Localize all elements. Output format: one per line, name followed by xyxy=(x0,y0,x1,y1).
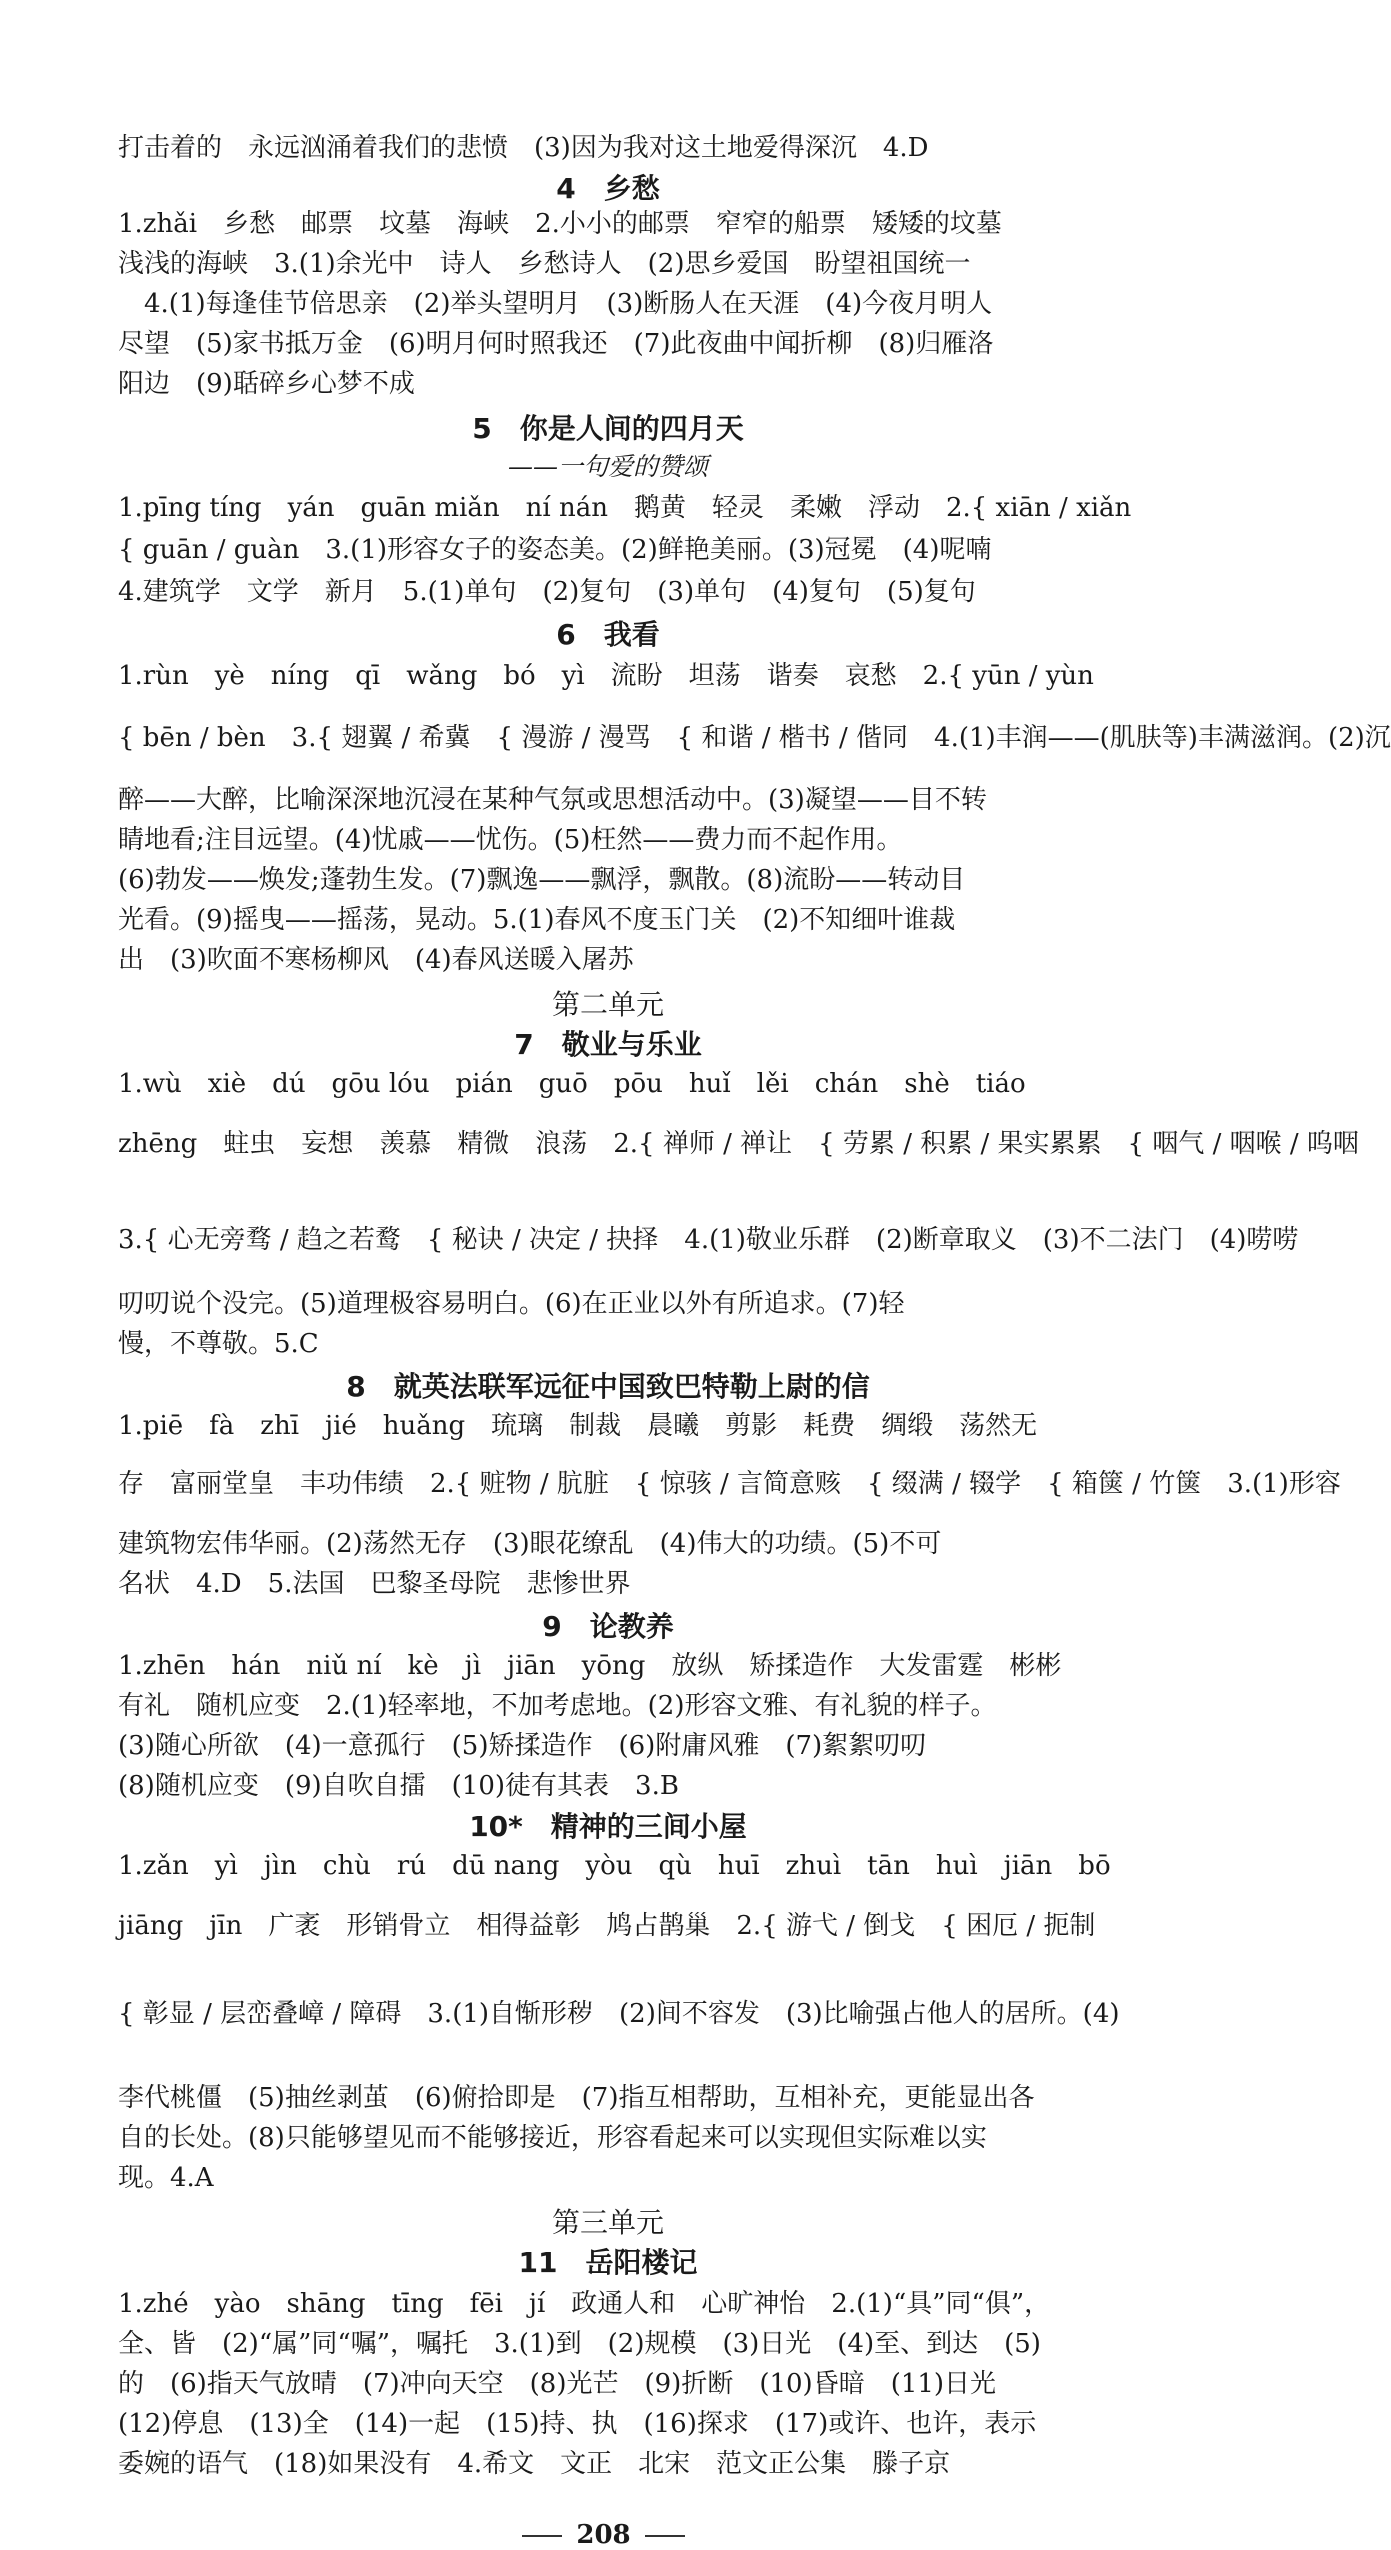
text-line: 李代桃僵 (5)抽丝剥茧 (6)俯拾即是 (7)指互相帮助，互相补充，更能显出各 xyxy=(118,2083,1035,2113)
lesson-title: 9 论教养 xyxy=(542,1610,674,1643)
text-line: 名状 4.D 5.法国 巴黎圣母院 悲惨世界 xyxy=(118,1569,631,1599)
text-line: 全、皆 (2)“属”同“嘱”，嘱托 3.(1)到 (2)规模 (3)日光 (4)至、到达 (5) xyxy=(118,2329,1041,2359)
lesson-title: 7 敬业与乐业 xyxy=(514,1028,702,1061)
text-line: (3)随心所欲 (4)一意孤行 (5)矫揉造作 (6)附庸风雅 (7)絮絮叨叨 xyxy=(118,1731,927,1761)
lesson-title: 4 乡愁 xyxy=(556,172,660,205)
text-line: { bēn / bèn 3.{ 翅翼 / 希冀 { 漫游 / 漫骂 { 和谐 / 楷书 / 偕同 4.(1)丰润——(肌肤等)丰满滋润。(2)沉 xyxy=(118,723,1391,753)
text-line: 3.{ 心无旁骛 / 趋之若鹜 { 秘诀 / 决定 / 抉择 4.(1)敬业乐群 (2)断章取义 (3)不二法门 (4)唠唠 xyxy=(118,1225,1299,1255)
unit-heading: 第三单元 xyxy=(551,2206,664,2239)
text-line: (8)随机应变 (9)自吹自擂 (10)徒有其表 3.B xyxy=(118,1771,679,1801)
text-line: 有礼 随机应变 2.(1)轻率地，不加考虑地。(2)形容文雅、有礼貌的样子。 xyxy=(118,1691,997,1721)
text-line: 醉——大醉，比喻深深地沉浸在某种气氛或思想活动中。(3)凝望——目不转 xyxy=(118,785,987,815)
text-line: 1.rùn yè níng qī wǎng bó yì 流盼 坦荡 谐奏 哀愁 2.{ yūn / yùn xyxy=(118,661,1094,691)
text-line: 出 (3)吹面不寒杨柳风 (4)春风送暖入屠苏 xyxy=(118,945,634,975)
text-line: 1.zhēn hán niǔ ní kè jì jiān yōng 放纵 矫揉造作 大发雷霆 彬彬 xyxy=(118,1651,1062,1681)
page-number-text: 208 xyxy=(576,2520,631,2550)
text-line: 浅浅的海峡 3.(1)余光中 诗人 乡愁诗人 (2)思乡爱国 盼望祖国统一 xyxy=(118,249,971,279)
text-line: 尽望 (5)家书抵万金 (6)明月何时照我还 (7)此夜曲中闻折柳 (8)归雁洛 xyxy=(118,329,994,359)
text-line: 1.zǎn yì jìn chù rú dū nang yòu qù huī zhuì tān huì jiān bō xyxy=(118,1851,1111,1881)
text-line: jiāng jīn 广袤 形销骨立 相得益彰 鸠占鹊巢 2.{ 游弋 / 倒戈 { 困厄 / 扼制 xyxy=(118,1911,1096,1941)
unit-heading: 第二单元 xyxy=(551,988,664,1021)
text-line: { guān / guàn 3.(1)形容女子的姿态美。(2)鲜艳美丽。(3)冠冕 (4)呢喃 xyxy=(118,535,992,565)
text-line: 4.建筑学 文学 新月 5.(1)单句 (2)复句 (3)单句 (4)复句 (5)复句 xyxy=(118,577,976,607)
lesson-title: 8 就英法联军远征中国致巴特勒上尉的信 xyxy=(346,1370,870,1403)
text-line: 委婉的语气 (18)如果没有 4.希文 文正 北宋 范文正公集 滕子京 xyxy=(118,2449,951,2479)
lesson-title: 11 岳阳楼记 xyxy=(518,2246,698,2279)
text-line: 的 (6)指天气放晴 (7)冲向天空 (8)光芒 (9)折断 (10)昏暗 (11)日光 xyxy=(118,2369,997,2399)
lesson-title: 5 你是人间的四月天 xyxy=(472,412,744,445)
lesson-title: 6 我看 xyxy=(556,618,660,651)
text-line: 4.(1)每逢佳节倍思亲 (2)举头望明月 (3)断肠人在天涯 (4)今夜月明人 xyxy=(118,289,993,319)
lesson-subtitle: ——一句爱的赞颂 xyxy=(507,452,708,481)
text-line: 存 富丽堂皇 丰功伟绩 2.{ 赃物 / 肮脏 { 惊骇 / 言简意赅 { 缀满 / 辍学 { 箱箧 / 竹箧 3.(1)形容 xyxy=(118,1469,1341,1499)
text-line: 光看。(9)摇曳——摇荡，晃动。5.(1)春风不度玉门关 (2)不知细叶谁裁 xyxy=(118,905,956,935)
text-line: 1.wù xiè dú gōu lóu pián guō pōu huǐ lěi chán shè tiáo xyxy=(118,1069,1026,1099)
text-line: 1.zhé yào shāng tīng fēi jí 政通人和 心旷神怡 2.(1)“具”同“俱”， xyxy=(118,2289,1051,2319)
text-line: 阳边 (9)聒碎乡心梦不成 xyxy=(118,369,415,399)
text-line: 1.piē fà zhī jié huǎng 琉璃 制裁 晨曦 剪影 耗费 绸缎 荡然无 xyxy=(118,1411,1038,1441)
text-line: 现。4.A xyxy=(118,2163,214,2193)
text-line: 建筑物宏伟华丽。(2)荡然无存 (3)眼花缭乱 (4)伟大的功绩。(5)不可 xyxy=(118,1529,942,1559)
text-line: 1.zhǎi 乡愁 邮票 坟墓 海峡 2.小小的邮票 窄窄的船票 矮矮的坟墓 xyxy=(118,209,1002,239)
lesson-title: 10* 精神的三间小屋 xyxy=(469,1810,747,1843)
text-line: 1.pīng tíng yán guān miǎn ní nán 鹅黄 轻灵 柔嫩 浮动 2.{ xiān / xiǎn xyxy=(118,493,1132,523)
text-line: (6)勃发——焕发;蓬勃生发。(7)飘逸——飘浮，飘散。(8)流盼——转动目 xyxy=(118,865,966,895)
text-line: { 彰显 / 层峦叠嶂 / 障碍 3.(1)自惭形秽 (2)间不容发 (3)比喻强占他人的居所。(4) xyxy=(118,1999,1120,2029)
text-line: 慢，不尊敬。5.C xyxy=(118,1329,319,1359)
page-number xyxy=(0,2520,1207,2550)
text-line: 叨叨说个没完。(5)道理极容易明白。(6)在正业以外有所追求。(7)轻 xyxy=(118,1289,905,1319)
text-line: 自的长处。(8)只能够望见而不能够接近，形容看起来可以实现但实际难以实 xyxy=(118,2123,987,2153)
text-line: 打击着的 永远汹涌着我们的悲愤 (3)因为我对这土地爱得深沉 4.D xyxy=(118,133,929,163)
text-line: zhēng 蛀虫 妄想 羡慕 精微 浪荡 2.{ 禅师 / 禅让 { 劳累 / 积累 / 果实累累 { 咽气 / 咽喉 / 呜咽 xyxy=(118,1129,1359,1159)
text-line: 睛地看;注目远望。(4)忧戚——忧伤。(5)枉然——费力而不起作用。 xyxy=(118,825,903,855)
text-line: (12)停息 (13)全 (14)一起 (15)持、执 (16)探求 (17)或许、也许，表示 xyxy=(118,2409,1037,2439)
